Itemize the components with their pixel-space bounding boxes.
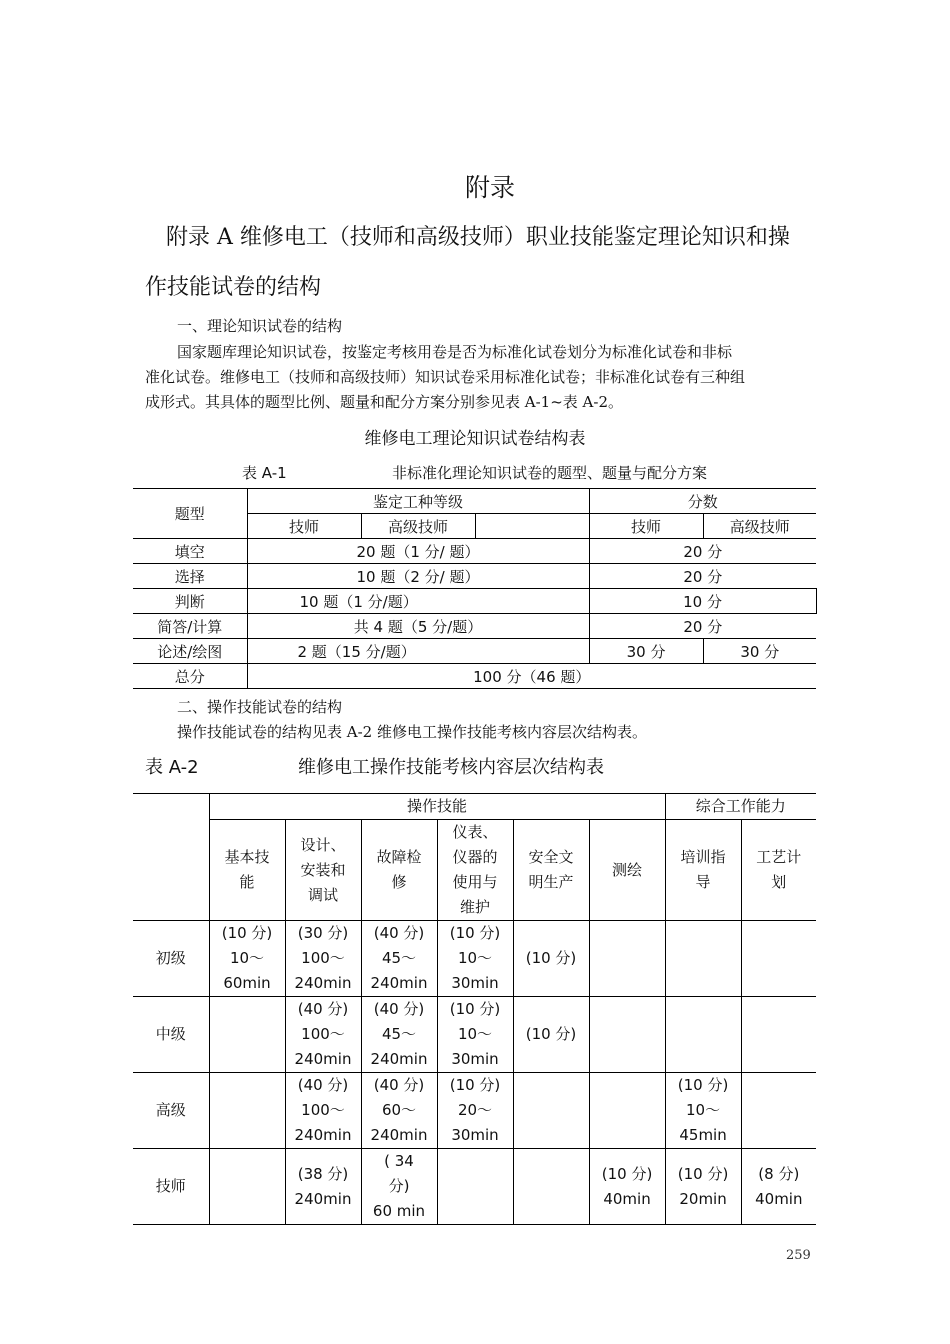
table-row-total [133,664,816,689]
col-safety: 安全文 明生产 [513,820,589,921]
table-cell [513,1149,589,1225]
row-score: 20 分 [589,564,816,589]
col-basic-skill: 基本技 能 [209,820,285,921]
table-a2 [133,793,816,1225]
table-cell: ( 34 分) 60 min [361,1149,437,1225]
table-cell: (40 分) 60～ 240min [361,1073,437,1149]
row-type: 判断 [133,589,247,614]
table-cell [665,997,741,1073]
row-type: 论述/绘图 [133,639,247,664]
table-cell [437,1149,513,1225]
table-row [133,589,816,614]
total-label: 总分 [133,664,247,689]
table-row [133,539,816,564]
table-cell [589,921,665,997]
table-cell: (10 分) [513,997,589,1073]
row-type: 填空 [133,539,247,564]
table-a1-label: 表 A-1 [242,464,287,482]
table-a2-name: 维修电工操作技能考核内容层次结构表 [298,757,604,778]
group-comprehensive-ability: 综合工作能力 [665,794,816,820]
table-row [133,1073,816,1149]
row-score: 10 分 [589,589,816,614]
table-cell: (10 分) 40min [589,1149,665,1225]
header-score-senior: 高级技师 [703,514,816,539]
table-row [133,564,816,589]
appendix-a-title-line2: 作技能试卷的结构 [145,275,322,300]
table-cell: (40 分) 45～ 240min [361,997,437,1073]
table-cell: (10 分) 10～ 30min [437,997,513,1073]
table-a1-name: 非标准化理论知识试卷的题型、题量与配分方案 [392,464,708,482]
table-cell: (10 分) 20～ 30min [437,1073,513,1149]
table-a2-label: 表 A-2 [145,757,199,778]
table-cell: (30 分) 100～ 240min [285,921,361,997]
row-level: 技师 [133,1149,209,1225]
row-quantity: 10 题（2 分/ 题） [247,564,589,589]
table-cell: (10 分) [513,921,589,997]
table-row [133,1149,816,1225]
header-senior-technician: 高级技师 [361,514,475,539]
header-grade: 鉴定工种等级 [247,489,589,514]
col-process-plan: 工艺计 划 [741,820,816,921]
group-operation-skill: 操作技能 [209,794,665,820]
table-cell [741,921,816,997]
table-cell: (8 分) 40min [741,1149,816,1225]
table-cell [513,1073,589,1149]
col-design-install: 设计、 安装和 调试 [285,820,361,921]
table-cell: (40 分) 100～ 240min [285,997,361,1073]
row-score-senior: 30 分 [703,639,816,664]
row-quantity: 20 题（1 分/ 题） [247,539,589,564]
header-technician: 技师 [247,514,361,539]
row-score: 20 分 [589,539,816,564]
row-quantity: 共 4 题（5 分/题） [247,614,589,639]
appendix-heading: 附录 [464,173,515,202]
row-score-technician: 30 分 [589,639,703,664]
total-value: 100 分（46 题） [247,664,816,689]
row-type: 选择 [133,564,247,589]
section2-heading: 二、操作技能试卷的结构 [177,698,343,716]
section1-para-line3: 成形式。其具体的题型比例、题量和配分方案分别参见表 A-1~表 A-2。 [145,393,623,411]
corner-cell [133,794,209,921]
section1-para-line1: 国家题库理论知识试卷，按鉴定考核用卷是否为标准化试卷划分为标准化试卷和非标 [177,343,733,361]
table-cell [741,1073,816,1149]
table-cell: (10 分) 10～ 60min [209,921,285,997]
table-caption: 维修电工理论知识试卷结构表 [364,429,586,449]
row-quantity: 10 题（1 分/题） [247,589,589,614]
page-number: 259 [786,1248,811,1263]
row-type: 简答/计算 [133,614,247,639]
table-cell [589,1073,665,1149]
row-level: 中级 [133,997,209,1073]
table-cell: (40 分) 100～ 240min [285,1073,361,1149]
header-type: 题型 [133,489,247,539]
table-cell [209,1149,285,1225]
table-row [133,921,816,997]
section1-para-line2: 准化试卷。维修电工（技师和高级技师）知识试卷采用标准化试卷；非标准化试卷有三种组 [145,368,746,386]
row-score: 20 分 [589,614,816,639]
appendix-a-title-line1: 附录 A 维修电工（技师和高级技师）职业技能鉴定理论知识和操 [166,225,790,250]
row-level: 初级 [133,921,209,997]
table-cell [209,997,285,1073]
header-score-technician: 技师 [589,514,703,539]
col-training: 培训指 导 [665,820,741,921]
table-cell [665,921,741,997]
table-a1 [133,488,817,689]
table-cell [589,997,665,1073]
table-row [133,639,816,664]
row-quantity: 2 题（15 分/题） [247,639,589,664]
table-row [133,614,816,639]
table-cell: (40 分) 45～ 240min [361,921,437,997]
table-cell [741,997,816,1073]
table-cell [209,1073,285,1149]
table-cell: (10 分) 20min [665,1149,741,1225]
header-score: 分数 [589,489,816,514]
col-fault-repair: 故障检 修 [361,820,437,921]
table-row [133,997,816,1073]
col-surveying: 测绘 [589,820,665,921]
section1-heading: 一、理论知识试卷的结构 [177,317,343,335]
row-level: 高级 [133,1073,209,1149]
table-cell: (38 分) 240min [285,1149,361,1225]
table-cell: (10 分) 10～ 30min [437,921,513,997]
section2-para: 操作技能试卷的结构见表 A-2 维修电工操作技能考核内容层次结构表。 [177,723,647,741]
col-instrument-use: 仪表、 仪器的 使用与 维护 [437,820,513,921]
table-cell: (10 分) 10～ 45min [665,1073,741,1149]
